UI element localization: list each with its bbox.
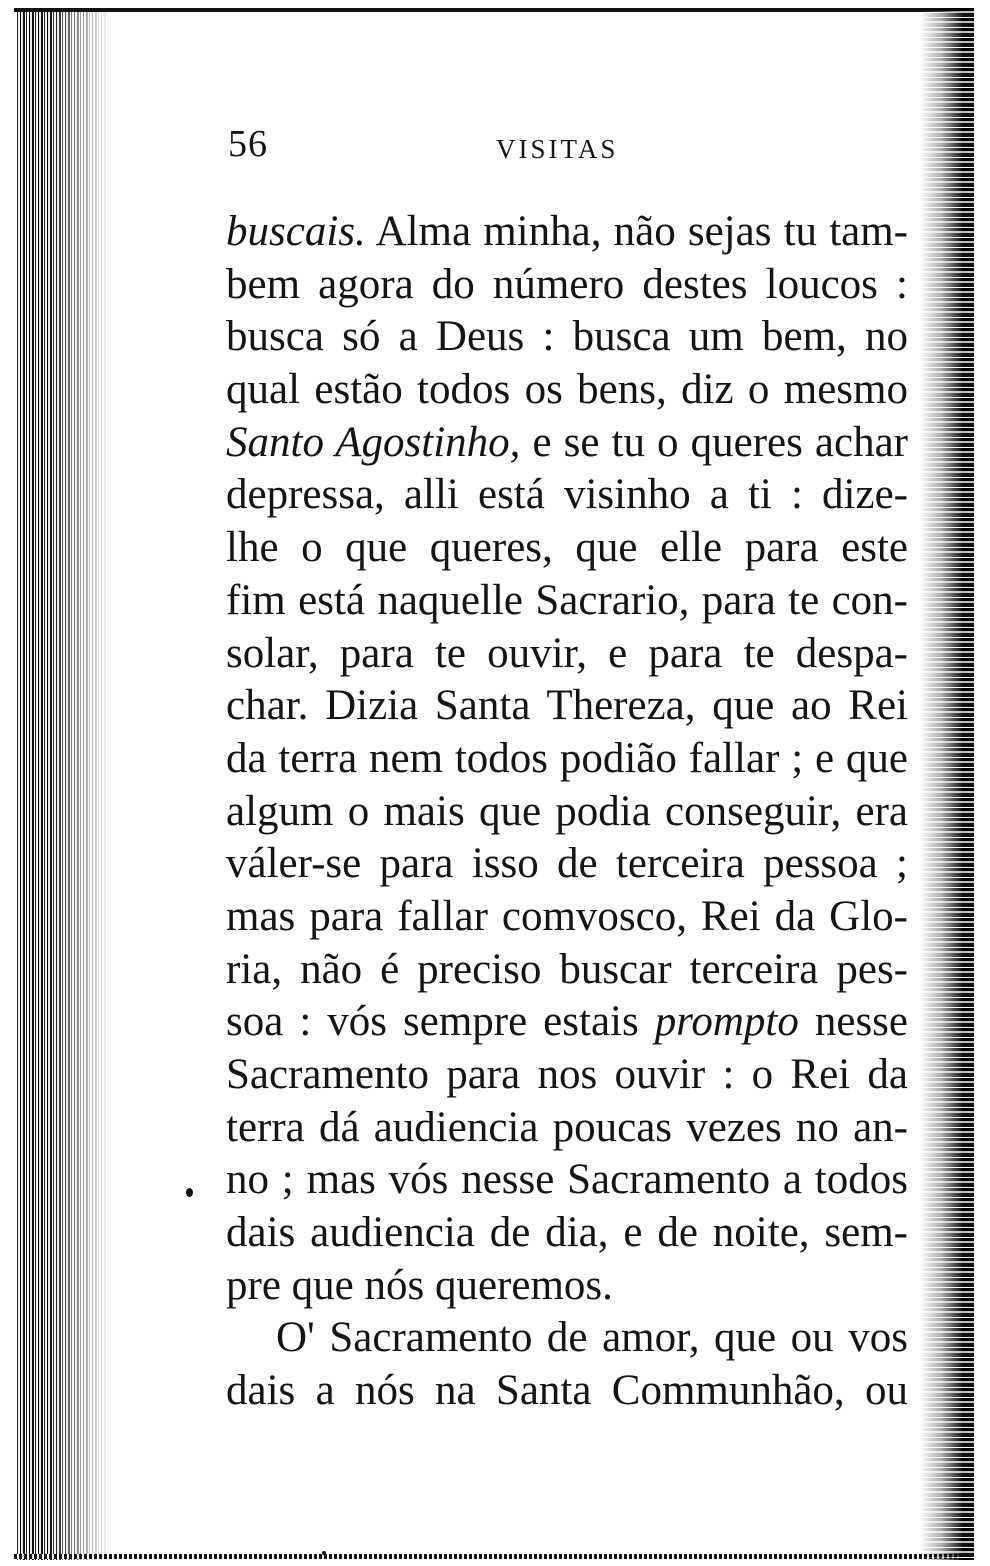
scan-speck [186,1188,193,1197]
text-line [226,1049,908,1102]
text-line [226,680,908,733]
text-line [226,364,908,417]
text-line [226,206,908,259]
left-margin [0,0,16,1566]
text-segment: no ; mas vós nesse Sacramento a todos [226,1156,908,1204]
page-header [228,122,908,172]
text-segment: O' Sacramento de amor, que ou vos [276,1314,908,1362]
text-line [226,891,908,944]
text-line [226,1102,908,1155]
text-line [226,1260,908,1313]
text-line [226,469,908,522]
text-line [226,1312,908,1365]
bottom-page-edge [14,1554,976,1559]
text-segment: ria, não é preciso buscar terceira pes- [226,945,908,993]
text-line [226,259,908,312]
text-line [226,1207,908,1260]
text-segment: dais a nós na Santa Communhão, ou [226,1367,908,1415]
right-binding-edge [920,8,982,1560]
scan-speck [322,1551,326,1555]
text-segment: bem agora do número destes loucos : [226,260,908,308]
right-margin [974,0,990,1566]
text-line [226,996,908,1049]
text-line [226,417,908,470]
text-line [226,786,908,839]
left-page-edge [14,8,114,1560]
italic-text: prompto [654,998,799,1046]
text-segment: lhe o que queres, que elle para este [226,524,908,572]
text-segment: char. Dizia Santa Thereza, que ao Rei [226,682,908,730]
text-line [226,838,908,891]
text-segment: e se tu o queres achar [520,418,908,466]
text-segment: mas para fallar comvosco, Rei da Glo- [226,892,908,940]
text-segment: terra dá audiencia poucas vezes no an- [226,1103,908,1151]
text-segment: nesse [798,998,909,1046]
text-line [226,944,908,997]
text-segment: váler-se para isso de terceira pessoa ; [226,840,908,888]
top-page-edge [14,8,976,12]
text-segment: Alma minha, não sejas tu tam- [365,208,908,255]
text-segment: Sacramento para nos ouvir : o Rei da [226,1051,908,1098]
page-number: 56 [228,123,268,165]
text-segment: busca só a Deus : busca um bem, no [226,313,908,361]
text-segment: da terra nem todos podião fallar ; e que [226,734,908,782]
text-line [226,628,908,681]
body-text [226,206,908,1418]
text-segment: solar, para te ouvir, e para te despa- [226,629,908,677]
text-line [226,311,908,364]
text-line [226,522,908,575]
text-line [226,733,908,786]
text-segment: algum o mais que podia conseguir, era [226,787,908,835]
text-segment: fim está naquelle Sacrario, para te con- [226,576,908,624]
text-segment: pre que nós queremos. [226,1261,613,1309]
text-line [226,1365,908,1418]
text-line [226,575,908,628]
text-segment: qual estão todos os bens, diz o mesmo [226,366,908,414]
text-segment: depressa, alli está visinho a ti : dize- [226,471,908,519]
italic-text: Santo Agostinho, [226,418,521,466]
text-line [226,1154,908,1207]
italic-text: buscais. [226,208,366,255]
text-segment: soa : vós sempre estais [226,998,655,1046]
running-title: VISITAS [496,134,619,164]
text-segment: dais audiencia de dia, e de noite, sem- [226,1209,908,1257]
